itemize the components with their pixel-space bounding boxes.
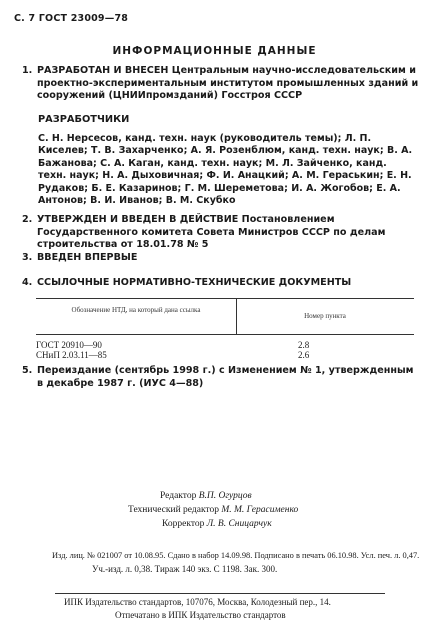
section-2-lead: УТВЕРЖДЕН И ВВЕДЕН В ДЕЙСТВИЕ bbox=[37, 214, 239, 225]
developers-list: С. Н. Нерсесов, канд. техн. наук (руководитель темы); Л. П. Киселев; Т. В. Захарченко; А. Я. Розенблюм, канд. техн. наук; В. А. Бажанова; С. А. Каган, канд. техн. наук; М. Л. Зайченко, канд. техн. наук; Н. А. Дыховичная; Ф. И. Анацкий; А. М. Гераськин; Е. Н. Рудаков; Б. Е. Казаринов; Г. М. Шереметова; И. А. Жогобов; Е. А. Антонов; В. И. Иванов; В. М. Скубко bbox=[38, 133, 413, 207]
imprint-line-3: ИПК Издательство стандартов, 107076, Москва, Колодезный пер., 14. bbox=[64, 597, 331, 607]
section-5-text: Переиздание (сентябрь 1998 г.) с Изменением № 1, утвержденным в декабре 1987 г. (ИУС 4—88) bbox=[37, 365, 414, 389]
section-5-number: 5. bbox=[22, 365, 33, 376]
section-5 bbox=[22, 365, 422, 390]
page-header: С. 7 ГОСТ 23009—78 bbox=[14, 13, 129, 24]
section-3 bbox=[22, 252, 422, 265]
section-4-number: 4. bbox=[22, 277, 33, 288]
page-title: ИНФОРМАЦИОННЫЕ ДАННЫЕ bbox=[112, 45, 317, 57]
tech-editor-line bbox=[128, 505, 298, 515]
section-4 bbox=[22, 277, 422, 290]
section-2 bbox=[22, 214, 422, 252]
table-header-item: Номер пункта bbox=[304, 312, 346, 320]
section-1-text: Центральным научно-исследовательским и проектно-экспериментальным институтом промышленных зданий и сооружений (ЦНИИпромзданий) Госстроя СССР bbox=[37, 65, 419, 102]
editor-label: Редактор bbox=[160, 491, 197, 501]
table-cell-document: ГОСТ 20910—90 bbox=[36, 340, 102, 350]
section-4-body bbox=[37, 277, 422, 290]
imprint-line-2: Уч.-изд. л. 0,38. Тираж 140 экз. С 1198. Зак. 300. bbox=[92, 564, 278, 574]
proofreader-name: Л. В. Сницарчук bbox=[206, 519, 272, 529]
section-1-lead: РАЗРАБОТАН И ВНЕСЕН bbox=[37, 65, 169, 76]
tech-editor-name: М. М. Герасименко bbox=[221, 505, 299, 515]
table-header-rule bbox=[36, 334, 414, 335]
editor-name: В.П. Огурцов bbox=[198, 491, 252, 501]
imprint-line-4: Отпечатано в ИПК Издательство стандартов bbox=[115, 610, 286, 620]
section-1-number: 1. bbox=[22, 65, 33, 76]
table-cell-item: 2.8 bbox=[298, 340, 310, 350]
imprint-line-1: Изд. лиц. № 021007 от 10.08.95. Сдано в набор 14.09.98. Подписано в печать 06.10.98. Усл. печ. л. 0,47. bbox=[52, 551, 420, 560]
editor-line bbox=[160, 491, 252, 501]
section-4-lead: ССЫЛОЧНЫЕ НОРМАТИВНО-ТЕХНИЧЕСКИЕ ДОКУМЕНТЫ bbox=[37, 277, 352, 288]
developers-heading: РАЗРАБОТЧИКИ bbox=[38, 114, 130, 125]
section-3-lead: ВВЕДЕН ВПЕРВЫЕ bbox=[37, 252, 138, 263]
section-2-body bbox=[37, 214, 422, 252]
proofreader-label: Корректор bbox=[162, 519, 205, 529]
table-top-rule bbox=[36, 298, 414, 299]
imprint-divider bbox=[55, 593, 385, 594]
section-1-body bbox=[37, 65, 422, 103]
section-2-number: 2. bbox=[22, 214, 33, 225]
table-header-document: Обозначение НТД, на который дана ссылка bbox=[71, 306, 201, 314]
proofreader-line bbox=[162, 519, 272, 529]
section-3-body bbox=[37, 252, 422, 265]
section-3-number: 3. bbox=[22, 252, 33, 263]
table-cell-document: СНиП 2.03.11—85 bbox=[36, 350, 107, 360]
tech-editor-label: Технический редактор bbox=[128, 505, 219, 515]
table-cell-item: 2.6 bbox=[298, 350, 310, 360]
section-2-text: Постановлением Государственного комитета Совета Министров СССР по делам строительства от 18.01.78 № 5 bbox=[37, 214, 386, 251]
section-1 bbox=[22, 65, 422, 103]
